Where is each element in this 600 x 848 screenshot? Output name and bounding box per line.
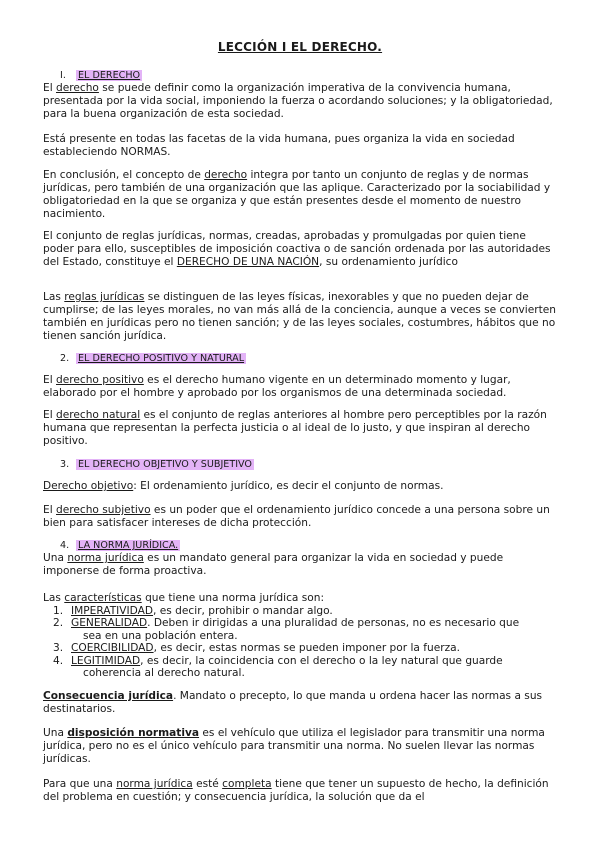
list-item: 4. LEGITIMIDAD, es decir, la coincidencia con el derecho o la ley natural que guarde coherencia al derecho natural.: [53, 654, 503, 680]
characteristics-list: [43, 605, 558, 679]
section-number: I.: [60, 70, 66, 81]
section-title: EL DERECHO POSITIVO Y NATURAL: [78, 353, 245, 364]
section-heading-2: [60, 352, 246, 365]
paragraph-facetas: Está presente en todas las facetas de la vida humana, pues organiza la vida en sociedad estableciendo NORMAS.: [43, 133, 515, 158]
paragraph-caracteristicas: Las características que tiene una norma jurídica son:: [43, 592, 325, 604]
section-heading-3: [60, 458, 254, 471]
paragraph-conclusion: En conclusión, el concepto de derecho integra por tanto un conjunto de reglas y de normas jurídicas, pero también de una organización que las aplique. Caracterizado por la sociabilidad y obligatoriedad en la que se organiza y que están presentes desde el momento de nuestro nacimiento.: [43, 169, 551, 220]
list-item: 3. COERCIBILIDAD, es decir, estas normas se pueden imponer por la fuerza.: [53, 642, 461, 655]
paragraph-norma-juridica: Una norma jurídica es un mandato general para organizar la vida en sociedad y puede imponerse de forma proactiva.: [43, 552, 504, 577]
list-item: 2. GENERALIDAD. Deben ir dirigidas a una pluralidad de personas, no es necesario que sea en una población entera.: [53, 617, 520, 642]
list-item: 1. IMPERATIVIDAD, es decir, prohibir o mandar algo.: [53, 605, 333, 617]
section-heading-4: [60, 539, 180, 552]
paragraph-reglas-juridicas: Las reglas jurídicas se distinguen de las leyes físicas, inexorables y que no pueden dejar de cumplirse; de las leyes morales, no van más allá de la conciencia, aunque a veces se convierten también en jurídicas pero no tienen sanción; y de las leyes sociales, costumbres, hábitos que no tienen sanción jurídica.: [43, 291, 557, 342]
section-title: EL DERECHO OBJETIVO Y SUBJETIVO: [78, 459, 252, 470]
section-number: 2.: [60, 353, 70, 364]
paragraph-norma-completa: Para que una norma jurídica esté completa tiene que tener un supuesto de hecho, la definición del problema en cuestión; y consecuencia jurídica, la solución que da el: [43, 778, 549, 803]
paragraph-derecho-objetivo: Derecho objetivo: El ordenamiento jurídico, es decir el conjunto de normas.: [43, 480, 444, 492]
paragraph-conjunto-reglas: El conjunto de reglas jurídicas, normas, creadas, aprobadas y promulgadas por quien tiene poder para ello, susceptibles de imposición coactiva o de sanción ordenada por las autoridades del Estado, constituye el DERECHO DE UNA NACIÓN, su ordenamiento jurídico: [43, 230, 551, 268]
paragraph-derecho-positivo: El derecho positivo es el derecho humano vigente en un determinado momento y lugar, elaborado por el hombre y aprobado por los organismos de una determinada sociedad.: [43, 374, 511, 399]
paragraph-disposicion-normativa: Una disposición normativa es el vehículo que utiliza el legislador para transmitir una norma jurídica, pero no es el único vehículo para transmitir una norma. No suelen llevar las normas jurídicas.: [43, 727, 545, 765]
section-heading-1: [60, 69, 142, 82]
section-number: 4.: [60, 540, 70, 551]
section-number: 3.: [60, 459, 70, 470]
paragraph-derecho-subjetivo: El derecho subjetivo es un poder que el ordenamiento jurídico concede a una persona sobre un bien para satisfacer intereses de dicha protección.: [43, 504, 550, 529]
page-title: LECCIÓN I EL DERECHO.: [217, 40, 383, 54]
paragraph-derecho-definicion: El derecho se puede definir como la organización imperativa de la convivencia humana, presentada por la vida social, imponiendo la fuerza o acordando soluciones; y la obligatoriedad, para la buena organización de esta sociedad.: [43, 82, 553, 120]
paragraph-derecho-natural: El derecho natural es el conjunto de reglas anteriores al hombre pero perceptibles por la razón humana que representan la perfecta justicia o al ideal de lo justo, y que inspiran al derecho positivo.: [43, 409, 547, 447]
section-title: LA NORMA JURÍDICA.: [78, 540, 179, 551]
section-title: EL DERECHO: [78, 70, 141, 81]
paragraph-consecuencia-juridica: Consecuencia jurídica. Mandato o precepto, lo que manda u ordena hacer las normas a sus destinatarios.: [43, 690, 543, 715]
